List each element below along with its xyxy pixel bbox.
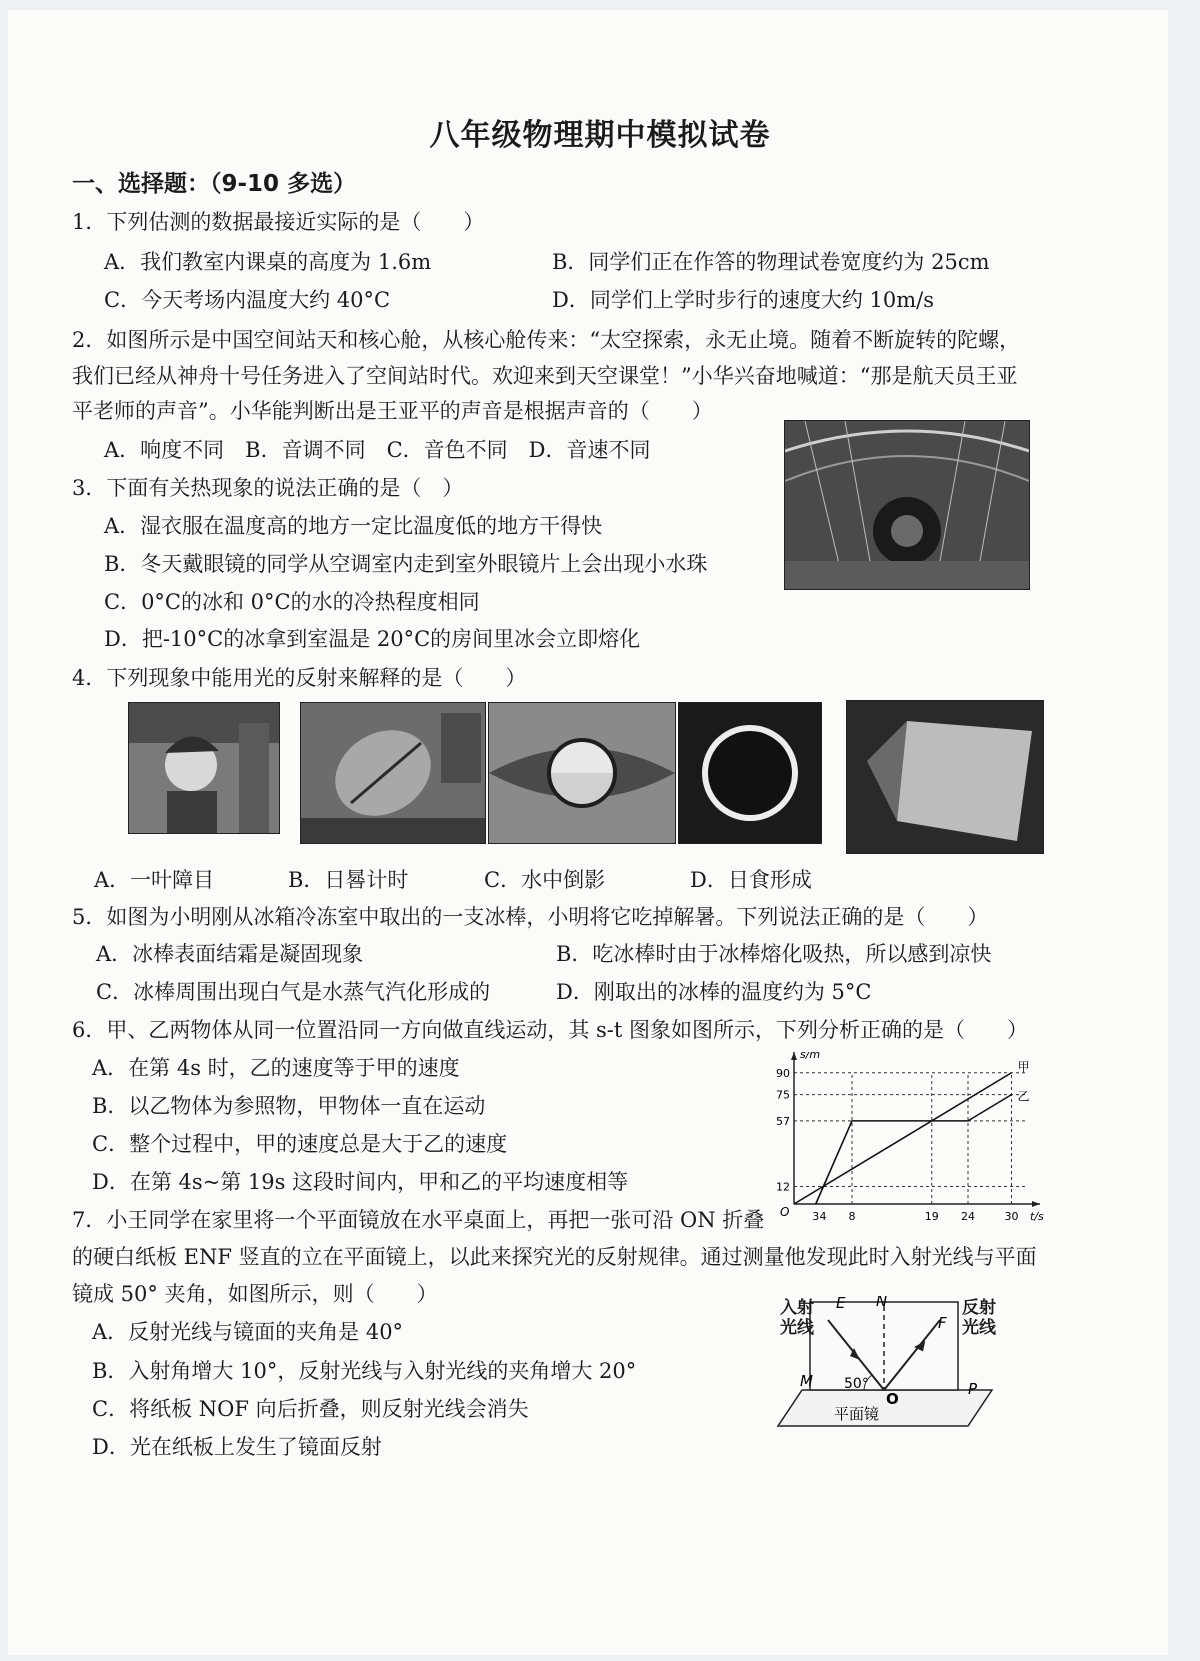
series-line-1 — [794, 1073, 1012, 1204]
q7-option-c: C．将纸板 NOF 向后折叠，则反射光线会消失 — [92, 1397, 529, 1421]
q3-option-a: A．湿衣服在温度高的地方一定比温度低的地方干得快 — [104, 514, 603, 538]
q1-stem: 1．下列估测的数据最接近实际的是（ ） — [72, 210, 485, 234]
label-incident-ray: 入射光线 — [780, 1298, 814, 1338]
series-label-2: 乙 — [1017, 1089, 1030, 1104]
q2-stem-line3: 平老师的声音”。小华能判断出是王亚平的声音是根据声音的（ ） — [72, 399, 713, 423]
y-axis-label: s/m — [800, 1052, 821, 1061]
page-title: 八年级物理期中模拟试卷 — [429, 118, 771, 153]
q3-option-b: B．冬天戴眼镜的同学从空调室内走到室外眼镜片上会出现小水珠 — [104, 552, 708, 576]
q1-option-c: C．今天考场内温度大约 40°C — [104, 288, 391, 312]
label-m: M — [800, 1372, 813, 1390]
st-graph — [770, 1052, 1050, 1234]
q1-option-d: D．同学们上学时步行的速度大约 10m/s — [552, 288, 934, 312]
q7-option-a: A．反射光线与镜面的夹角是 40° — [92, 1320, 404, 1344]
q2-stem-line2: 我们已经从神舟十号任务进入了空间站时代。欢迎来到天空课堂！”小华兴奋地喊道：“那是航天员王亚 — [72, 364, 1018, 388]
label-mirror: 平面镜 — [834, 1405, 880, 1423]
q6-stem: 6．甲、乙两物体从同一位置沿同一方向做直线运动，其 s-t 图象如图所示，下列分析正确的是（ ） — [72, 1018, 1029, 1042]
q5-option-b: B．吃冰棒时由于冰棒熔化吸热，所以感到凉快 — [556, 942, 992, 966]
q5-option-d: D．刚取出的冰棒的温度约为 5°C — [556, 980, 872, 1004]
origin-label: O — [780, 1205, 790, 1219]
x-tick-8: 8 — [848, 1210, 856, 1223]
label-reflected-ray: 反射光线 — [962, 1298, 996, 1338]
label-f: F — [938, 1314, 947, 1332]
label-e: E — [836, 1296, 846, 1312]
x-axis-label: t/s — [1030, 1210, 1044, 1223]
q4-option-b: B．日晷计时 — [288, 868, 409, 892]
x-axis-arrow — [1032, 1201, 1040, 1207]
q7-stem-line3: 镜成 50° 夹角，如图所示，则（ ） — [72, 1282, 438, 1306]
x-tick-24: 24 — [961, 1210, 975, 1223]
x-tick-4: 4 — [819, 1210, 827, 1223]
q4-option-c: C．水中倒影 — [484, 868, 606, 892]
x-tick-19: 19 — [924, 1210, 939, 1223]
series-label-1: 甲 — [1017, 1059, 1030, 1074]
q2-stem-line1: 2．如图所示是中国空间站天和核心舱，从核心舱传来：“太空探索，永无止境。随着不断旋转的陀螺， — [72, 328, 1021, 352]
q4-image-reflection — [488, 702, 676, 844]
q5-option-a: A．冰棒表面结霜是凝固现象 — [96, 942, 364, 966]
q3-option-c: C．0°C的冰和 0°C的水的冷热程度相同 — [104, 590, 480, 614]
q5-stem: 5．如图为小明刚从冰箱冷冻室中取出的一支冰棒，小明将它吃掉解暑。下列说法正确的是（ ） — [72, 905, 989, 929]
q6-option-b: B．以乙物体为参照物，甲物体一直在运动 — [92, 1094, 486, 1118]
q4-option-d: D．日食形成 — [690, 868, 812, 892]
x-tick-30: 30 — [1004, 1210, 1019, 1223]
label-o: O — [886, 1390, 899, 1408]
y-tick-12: 12 — [776, 1180, 790, 1194]
label-angle: 50° — [844, 1376, 869, 1392]
y-tick-90: 90 — [776, 1066, 790, 1080]
series-line-2 — [816, 1095, 1012, 1204]
y-tick-57: 57 — [776, 1114, 790, 1128]
q7-stem-line2: 的硬白纸板 ENF 竖直的立在平面镜上，以此来探究光的反射规律。通过测量他发现此时入射光线与平面 — [72, 1245, 1037, 1269]
q7-option-d: D．光在纸板上发生了镜面反射 — [92, 1435, 382, 1459]
q3-option-d: D．把-10°C的冰拿到室温是 20°C的房间里冰会立即熔化 — [104, 627, 641, 651]
y-axis-arrow — [791, 1052, 797, 1060]
q1-option-a: A．我们教室内课桌的高度为 1.6m — [104, 250, 432, 274]
mirror-plate — [778, 1390, 992, 1426]
q3-stem: 3．下面有关热现象的说法正确的是（ ） — [72, 476, 464, 500]
x-tick-3: 3 — [812, 1210, 820, 1223]
q4-image-sundial — [300, 702, 486, 844]
space-station-photo — [784, 420, 1030, 590]
label-p: P — [968, 1380, 978, 1398]
q2-options: A．响度不同 B．音调不同 C．音色不同 D．音速不同 — [104, 438, 651, 462]
q7-stem-line1: 7．小王同学在家里将一个平面镜放在水平桌面上，再把一张可沿 ON 折叠 — [72, 1208, 765, 1232]
q7-option-b: B．入射角增大 10°，反射光线与入射光线的夹角增大 20° — [92, 1359, 637, 1383]
q6-option-d: D．在第 4s~第 19s 这段时间内，甲和乙的平均速度相等 — [92, 1170, 629, 1194]
q4-stem: 4．下列现象中能用光的反射来解释的是（ ） — [72, 666, 527, 690]
section-heading: 一、选择题：（9-10 多选） — [72, 171, 357, 197]
q4-option-a: A．一叶障目 — [94, 868, 215, 892]
q4-image-cartoon — [128, 702, 280, 834]
label-n: N — [876, 1296, 888, 1310]
q1-option-b: B．同学们正在作答的物理试卷宽度约为 25cm — [552, 250, 990, 274]
y-tick-75: 75 — [776, 1088, 790, 1102]
q5-option-c: C．冰棒周围出现白气是水蒸气汽化形成的 — [96, 980, 491, 1004]
q6-option-a: A．在第 4s 时，乙的速度等于甲的速度 — [92, 1056, 460, 1080]
q4-image-block — [846, 700, 1044, 854]
q4-image-eclipse — [678, 702, 822, 844]
q6-option-c: C．整个过程中，甲的速度总是大于乙的速度 — [92, 1132, 508, 1156]
